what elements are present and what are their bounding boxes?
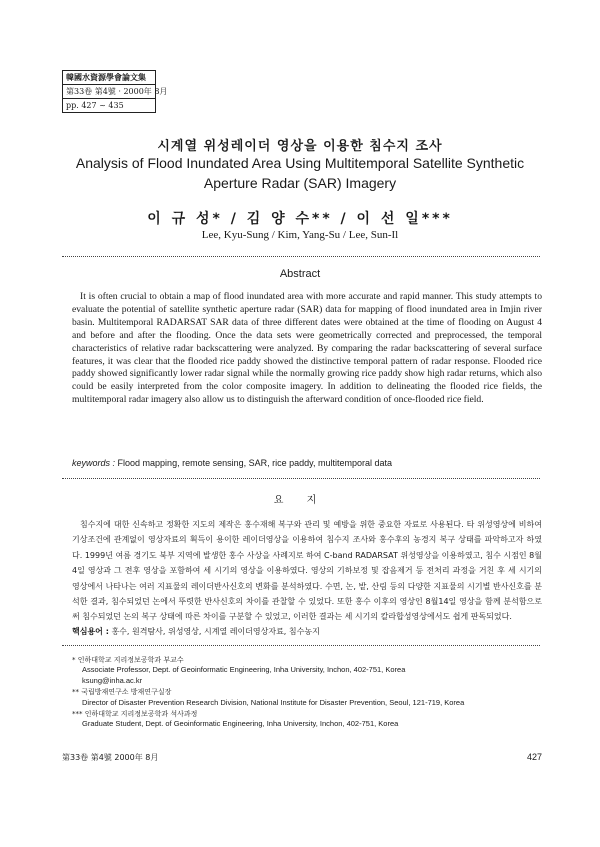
footnote-korean: *** 인하대학교 지리정보공학과 석사과정 [72, 710, 198, 719]
footnote [72, 709, 552, 730]
footnote-english: Associate Professor, Dept. of Geoinformatic Engineering, Inha University, Inchon, 402-751, Korea [82, 665, 406, 675]
divider-top [62, 256, 540, 257]
abstract-heading: Abstract [279, 268, 321, 280]
divider-footnotes [62, 645, 540, 646]
footnote [72, 655, 552, 686]
footer-journal-issue: 第33卷 第4號 2000年 8月 [62, 753, 159, 762]
title-english-line1: Analysis of Flood Inundated Area Using Multitemporal Satellite Synthetic [75, 155, 525, 171]
korean-keywords-text: 홍수, 원격탐사, 위성영상, 시계열 레이더영상자료, 침수농지 [111, 627, 320, 636]
keywords-label: keywords : [72, 458, 116, 468]
title-english-line2: Aperture Radar (SAR) Imagery [203, 175, 397, 191]
journal-name: 韓國水資源學會論文集 [63, 71, 155, 85]
abstract-body [72, 291, 542, 407]
footnote-korean: * 인하대학교 지리정보공학과 부교수 [72, 656, 184, 664]
journal-pages: pp. 427 ~ 435 [66, 101, 124, 110]
journal-volume: 第33卷 第4號 · 2000年 8月 [63, 85, 155, 99]
journal-info-box [62, 70, 168, 113]
footnote-english: Director of Disaster Prevention Research Division, National Institute for Disaster Prevention, Seoul, 121-719, Korea [82, 697, 465, 707]
yoji-heading: 요 지 [273, 495, 327, 506]
korean-abstract-body [72, 517, 542, 625]
divider-middle [62, 478, 540, 479]
keywords-text: Flood mapping, remote sensing, SAR, rice paddy, multitemporal data [117, 458, 393, 468]
title-english [70, 153, 530, 193]
korean-keywords [72, 626, 542, 637]
page-number: 427 [526, 752, 542, 762]
footnote-english: Graduate Student, Dept. of Geoinformatic Engineering, Inha University, Inchon, 402-751, Korea [82, 719, 399, 729]
author-footnotes [72, 655, 552, 731]
abstract-text: It is often crucial to obtain a map of flood inundated area with more accurate and rapid manner. This study attempts to evaluate the potential of satellite synthetic aperture radar (SAR) data for mapping of flood inundated area in Imjin river basin. Multitemporal RADARSAT SAR data of three different dates were obtained at the time of flooding on August 4 and before and after the flooding. Once the data sets were geometrically corrected and preprocessed, the temporal characteristics of relative radar backscattering were analyzed. By comparing the radar backscattering of several surface features, it was clear that the flooded rice paddy showed the distinctive temporal pattern of radar response. Flooded rice paddy showed significantly lower radar signal while the normally growing rice paddy show high radar returns, which also could be easily interpreted from the color composite imagery. In addition to delineating the flooded rice fields, the multitemporal radar imagery also allow us to distinguish the afterward condition of once-flooded rice field. [72, 291, 542, 406]
title-korean: 시계열 위성레이더 영상을 이용한 침수지 조사 [157, 139, 443, 154]
korean-keywords-label: 핵심용어 : [72, 627, 109, 636]
keywords [72, 458, 542, 468]
footnote-korean: ** 국립방재연구소 방재연구실장 [72, 688, 172, 697]
footnote [72, 687, 552, 708]
authors-english: Lee, Kyu-Sung / Kim, Yang-Su / Lee, Sun-Il [201, 229, 399, 241]
authors-korean: 이 규 성* / 김 양 수** / 이 선 일*** [147, 211, 453, 227]
korean-abstract-text: 침수지에 대한 신속하고 정확한 지도의 제작은 홍수재해 복구와 관리 및 예방을 위한 중요한 자료로 사용된다. 타 위성영상에 비하여 기상조건에 관계없이 영상자료의 획득이 용이한 레이더영상을 이용하여 침수지 조사와 홍수후의 농경지 복구 상태를 파악하고자 하였다. 1999년 여름 경기도 북부 지역에 발생한 홍수 사상을 사례지로 하여 C-band RADARSAT 위성영상을 이용하였고, 침수 시점인 8월4일 영상과 그 전후 영상을 포함하여 세 시기의 영상을 이용하였다. 영상의 기하보정 및 잡음제거 등 전처리 과정을 거친 후 세 시기의 영상에서 나타나는 여러 지표물의 레이더반사신호의 변화를 분석하였다. 수면, 논, 밭, 산림 등의 다양한 지표물의 시기별 반사신호를 분석한 결과, 침수되었던 논에서 뚜렷한 반사신호의 차이를 관찰할 수 있었다. 또한 홍수 이후의 영상인 8월14일 영상을 함께 분석함으로써 침수되었던 논의 복구 상태에 따른 차이를 구분할 수 있었고, 이러한 결과는 세 시기의 칼라합성영상에서도 쉽게 판독되었다. [72, 520, 542, 622]
page-footer [62, 752, 542, 763]
footnote-email: ksung@inha.ac.kr [82, 675, 143, 685]
